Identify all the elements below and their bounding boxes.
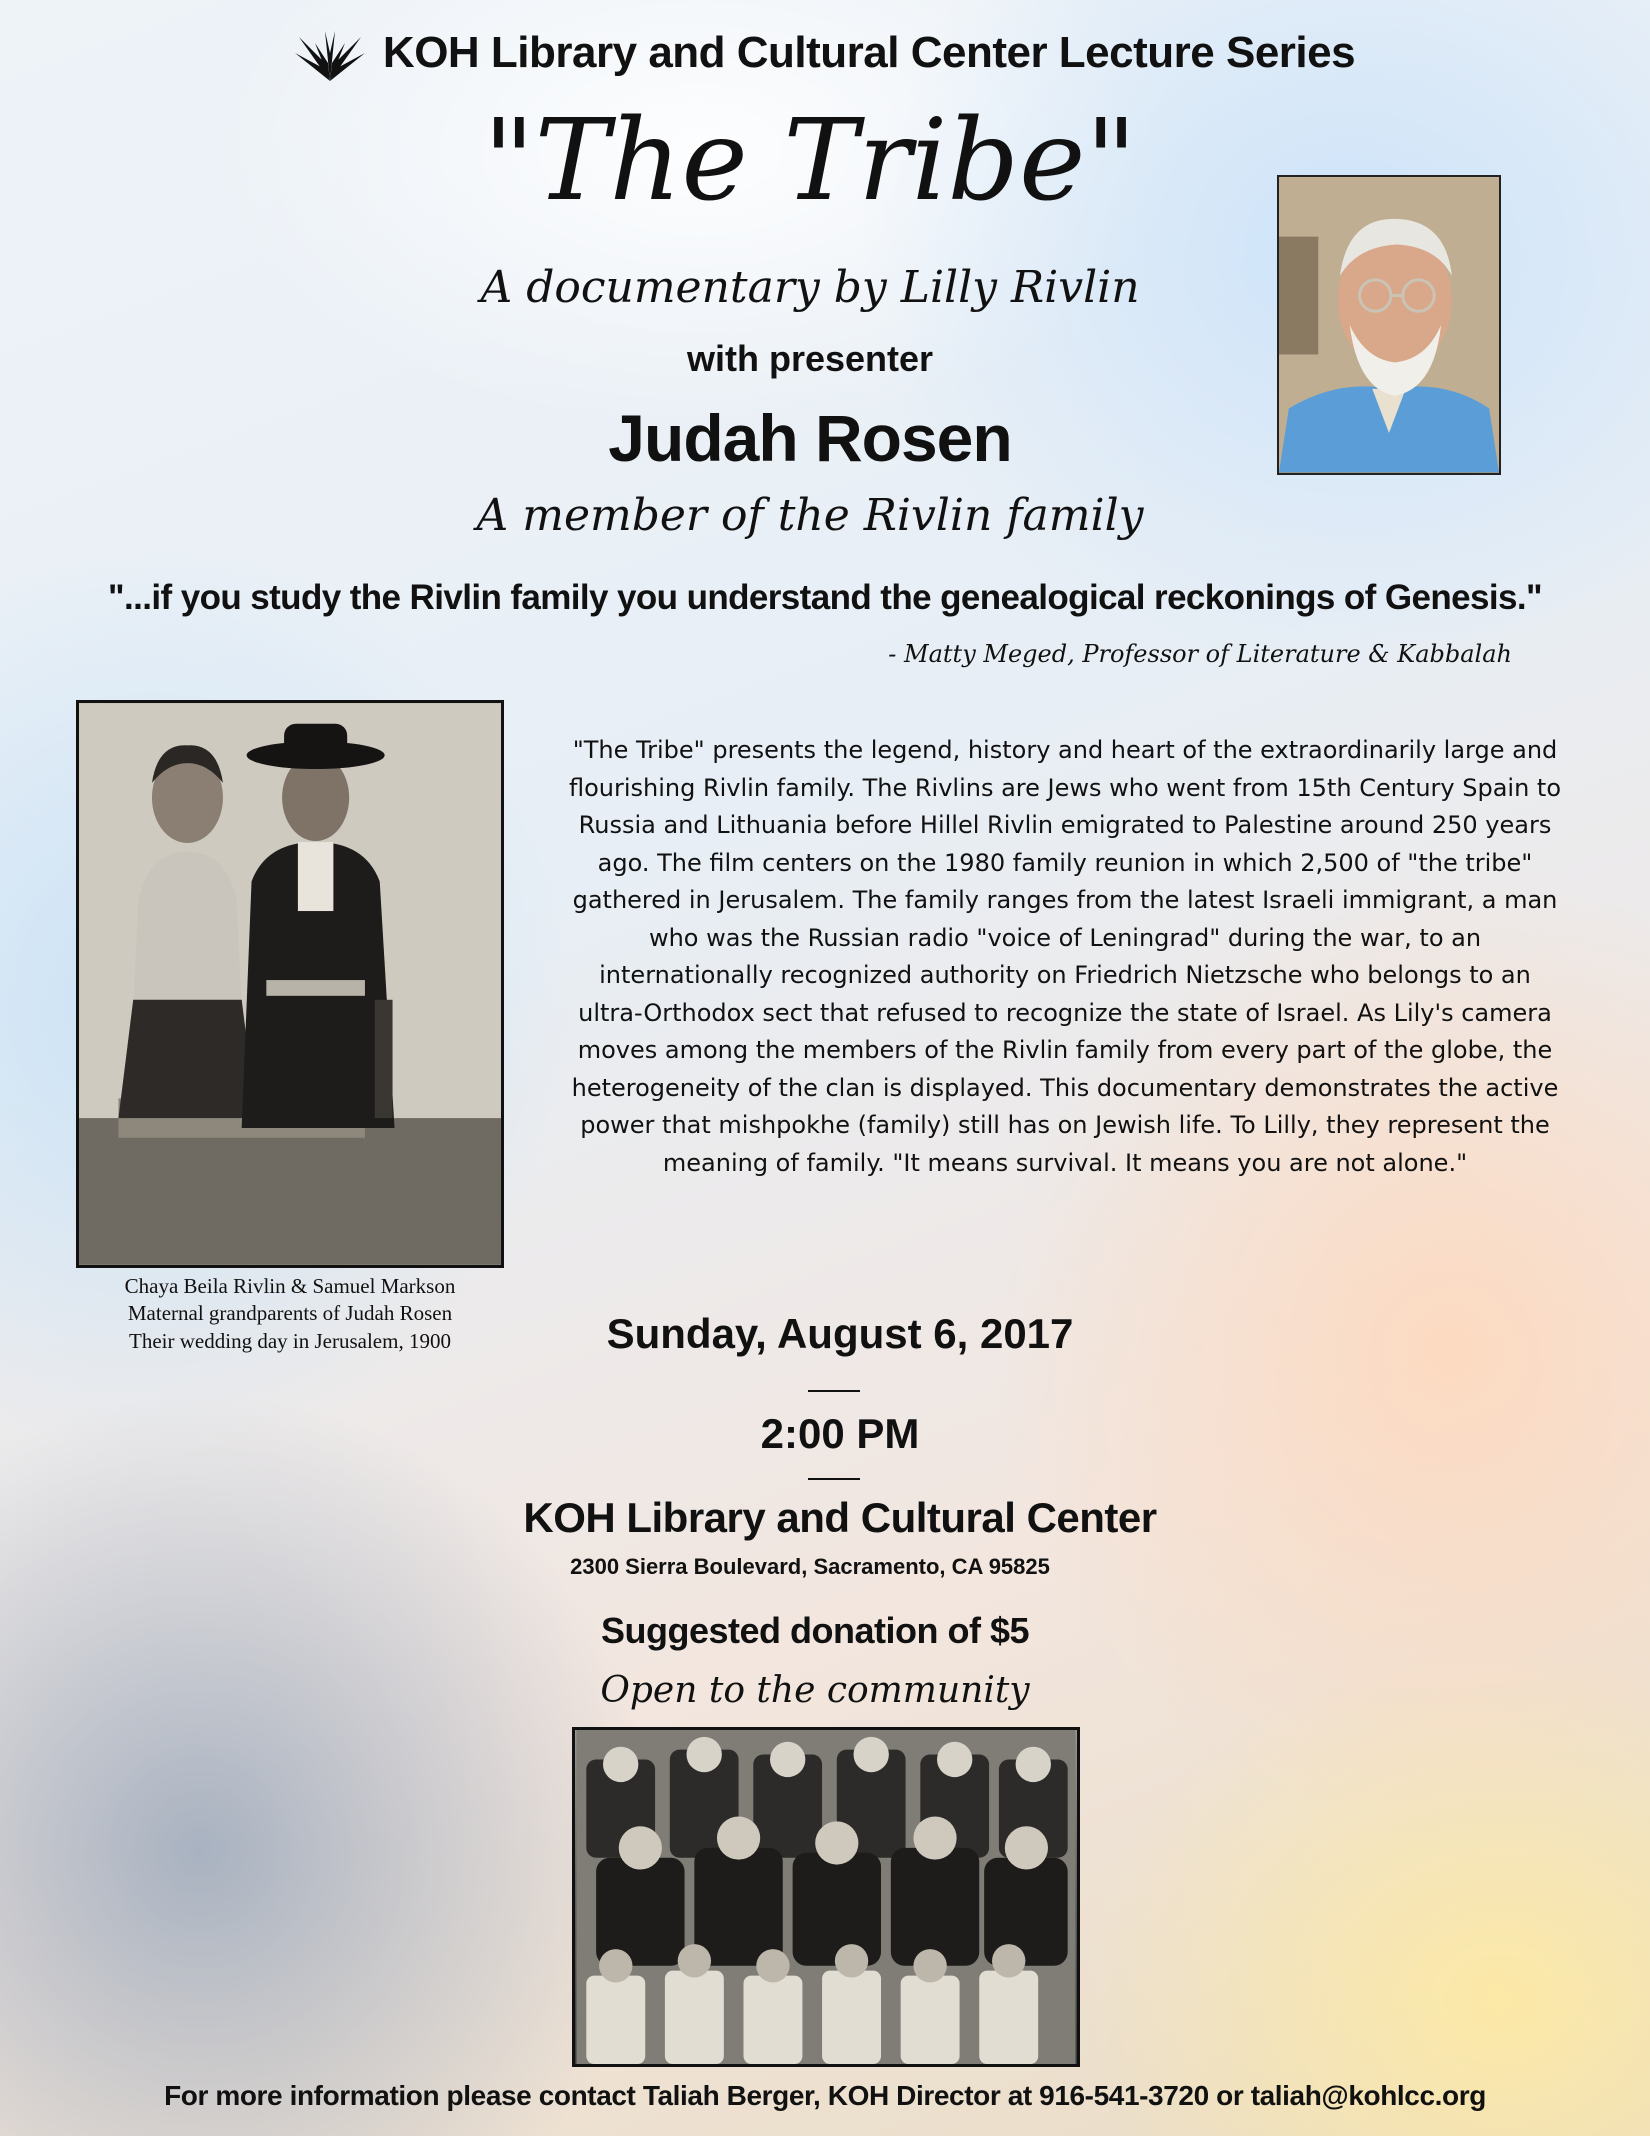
event-time: 2:00 PM — [760, 1410, 920, 1457]
with-presenter-label: with presenter — [686, 338, 934, 379]
series-title: KOH Library and Cultural Center Lecture Series — [382, 28, 1356, 77]
quote-attribution: - Matty Meged, Professor of Literature & Kabbalah — [888, 640, 1512, 668]
family-group-photo-image — [575, 1730, 1077, 2064]
presenter-role: A member of the Rivlin family — [476, 490, 1144, 541]
caption-line-names: Chaya Beila Rivlin & Samuel Markson — [124, 1274, 456, 1298]
audience-note: Open to the community — [600, 1670, 1030, 1711]
divider — [808, 1390, 860, 1392]
donation-info: Suggested donation of $5 — [600, 1610, 1029, 1651]
venue-address: 2300 Sierra Boulevard, Sacramento, CA 95825 — [570, 1554, 1050, 1579]
divider — [808, 1478, 860, 1480]
event-date: Sunday, August 6, 2017 — [606, 1310, 1074, 1357]
family-group-photo — [572, 1727, 1080, 2067]
venue-name: KOH Library and Cultural Center — [523, 1494, 1157, 1541]
lotus-logo-icon — [295, 23, 365, 83]
grandparents-photo-image — [79, 703, 501, 1265]
contact-footer: For more information please contact Taliah Berger, KOH Director at 916-541-3720 or taliah@kohlcc.org — [164, 2080, 1486, 2111]
presenter-portrait-image — [1279, 177, 1499, 473]
presenter-name: Judah Rosen — [608, 401, 1012, 475]
grandparents-photo — [76, 700, 504, 1268]
event-subtitle: A documentary by Lilly Rivlin — [480, 262, 1140, 313]
event-title: "The Tribe" — [483, 96, 1137, 226]
header — [0, 18, 1650, 88]
presenter-portrait — [1277, 175, 1501, 475]
caption-line-occasion: Their wedding day in Jerusalem, 1900 — [129, 1328, 451, 1353]
caption-line-relation: Maternal grandparents of Judah Rosen — [127, 1301, 453, 1326]
film-description: "The Tribe" presents the legend, history and heart of the extraordinarily large and flourishing Rivlin family. The Rivlins are Jews who went from 15th Century Spain to Russia and Lithuania before Hillel Rivlin emigrated to Palestine around 250 years ago. The film centers on the 1980 family reunion in which 2,500 of "the tribe" gathered in Jerusalem. The family ranges from the latest Israeli immigrant, a man who was the Russian radio "voice of Leningrad" during the war, to an internationally recognized authority on Friedrich Nietzsche who belongs to an ultra-Orthodox sect that refused to recognize the state of Israel. As Lily's camera moves among the members of the Rivlin family from every part of the globe, the heterogeneity of the clan is displayed. This documentary demonstrates the active power that mishpokhe (family) still has on Jewish life. To Lilly, they represent the meaning of family. "It means survival. It means you are not alone." — [568, 736, 1562, 1177]
quote-text: "...if you study the Rivlin family you understand the genealogical reckonings of Genesis." — [108, 578, 1542, 617]
